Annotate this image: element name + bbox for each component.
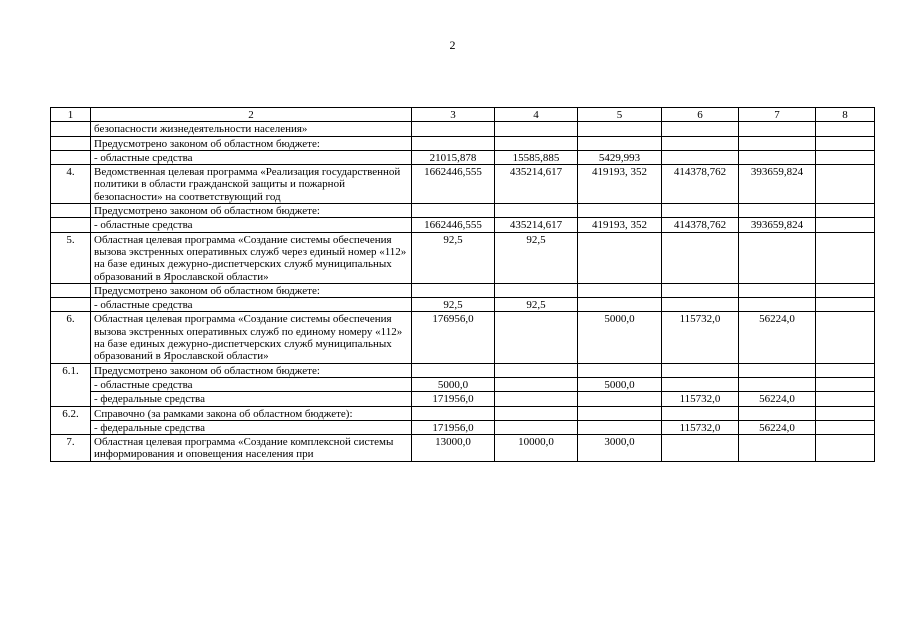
cell-value (739, 283, 816, 297)
cell-value (578, 406, 662, 420)
cell-value (495, 283, 578, 297)
budget-table (50, 107, 875, 462)
cell-value (739, 136, 816, 150)
table-row (51, 298, 875, 312)
cell-value (816, 150, 875, 164)
row-number (51, 122, 91, 136)
cell-value: 3000,0 (578, 435, 662, 462)
cell-value (816, 283, 875, 297)
cell-value (662, 283, 739, 297)
cell-value (495, 204, 578, 218)
cell-value (662, 377, 739, 391)
cell-value: 1662446,555 (412, 165, 495, 204)
table-row (51, 283, 875, 297)
cell-value (578, 298, 662, 312)
cell-value: 115732,0 (662, 392, 739, 406)
row-description: Предусмотрено законом об областном бюджете: (91, 136, 412, 150)
cell-value (662, 406, 739, 420)
table-row (51, 377, 875, 391)
row-description: Областная целевая программа «Создание системы обеспечения вызова экстренных оперативных служб по единому номеру «112» на базе единых дежурно-диспетчерских служб муниципальных образований в Ярославской области» (91, 312, 412, 363)
cell-value (816, 204, 875, 218)
row-number (51, 420, 91, 434)
cell-value (578, 363, 662, 377)
cell-value (495, 136, 578, 150)
cell-value (412, 204, 495, 218)
cell-value (578, 232, 662, 283)
cell-value (739, 435, 816, 462)
cell-value: 5000,0 (578, 377, 662, 391)
column-header: 3 (412, 108, 495, 122)
row-description: Областная целевая программа «Создание системы обеспечения вызова экстренных оперативных служб через единый номер «112» на базе единых дежурно-диспетчерских служб муниципальных образований в Ярославской области» (91, 232, 412, 283)
cell-value (739, 406, 816, 420)
cell-value (495, 122, 578, 136)
row-description: - областные средства (91, 218, 412, 232)
cell-value: 92,5 (495, 232, 578, 283)
column-header: 6 (662, 108, 739, 122)
row-number (51, 150, 91, 164)
cell-value: 92,5 (412, 298, 495, 312)
row-number: 7. (51, 435, 91, 462)
cell-value: 419193, 352 (578, 165, 662, 204)
column-header: 7 (739, 108, 816, 122)
table-row (51, 406, 875, 420)
table-row (51, 420, 875, 434)
table-row (51, 218, 875, 232)
row-description: Предусмотрено законом об областном бюджете: (91, 204, 412, 218)
cell-value: 92,5 (495, 298, 578, 312)
table-row (51, 122, 875, 136)
cell-value (739, 204, 816, 218)
cell-value (578, 420, 662, 434)
cell-value (739, 150, 816, 164)
cell-value (412, 363, 495, 377)
cell-value: 393659,824 (739, 218, 816, 232)
row-description: Справочно (за рамками закона об областном бюджете): (91, 406, 412, 420)
cell-value (662, 298, 739, 312)
table-header-row (51, 108, 875, 122)
table-row (51, 136, 875, 150)
cell-value (495, 377, 578, 391)
cell-value: 1662446,555 (412, 218, 495, 232)
cell-value (578, 392, 662, 406)
cell-value (412, 283, 495, 297)
column-header: 5 (578, 108, 662, 122)
cell-value (816, 377, 875, 391)
cell-value (578, 136, 662, 150)
row-number: 6.1. (51, 363, 91, 377)
cell-value (816, 363, 875, 377)
cell-value (578, 204, 662, 218)
cell-value (662, 122, 739, 136)
row-number (51, 218, 91, 232)
cell-value (816, 165, 875, 204)
cell-value (662, 435, 739, 462)
cell-value (412, 136, 495, 150)
row-description: - областные средства (91, 298, 412, 312)
cell-value (816, 122, 875, 136)
cell-value (495, 420, 578, 434)
cell-value: 21015,878 (412, 150, 495, 164)
table-row (51, 435, 875, 462)
cell-value: 56224,0 (739, 312, 816, 363)
cell-value (495, 406, 578, 420)
cell-value: 5000,0 (412, 377, 495, 391)
cell-value (816, 392, 875, 406)
cell-value (816, 312, 875, 363)
cell-value: 5000,0 (578, 312, 662, 363)
row-description: безопасности жизнедеятельности населения» (91, 122, 412, 136)
cell-value (816, 218, 875, 232)
cell-value: 115732,0 (662, 420, 739, 434)
cell-value: 10000,0 (495, 435, 578, 462)
row-number: 6.2. (51, 406, 91, 420)
cell-value: 56224,0 (739, 420, 816, 434)
cell-value: 92,5 (412, 232, 495, 283)
cell-value: 435214,617 (495, 165, 578, 204)
cell-value (495, 392, 578, 406)
row-description: Предусмотрено законом об областном бюджете: (91, 363, 412, 377)
cell-value (662, 363, 739, 377)
cell-value (578, 283, 662, 297)
cell-value: 5429,993 (578, 150, 662, 164)
table-row (51, 165, 875, 204)
cell-value: 115732,0 (662, 312, 739, 363)
row-number (51, 204, 91, 218)
cell-value (662, 232, 739, 283)
cell-value (816, 298, 875, 312)
cell-value (495, 312, 578, 363)
cell-value (578, 122, 662, 136)
row-number: 6. (51, 312, 91, 363)
cell-value (495, 363, 578, 377)
row-description: - федеральные средства (91, 420, 412, 434)
table-row (51, 363, 875, 377)
table-row (51, 150, 875, 164)
cell-value (412, 122, 495, 136)
row-description: - областные средства (91, 150, 412, 164)
row-description: Областная целевая программа «Создание комплексной системы информирования и оповещения населения при (91, 435, 412, 462)
row-number (51, 392, 91, 406)
column-header: 4 (495, 108, 578, 122)
row-description: - областные средства (91, 377, 412, 391)
row-number (51, 377, 91, 391)
cell-value (739, 122, 816, 136)
row-number: 5. (51, 232, 91, 283)
column-header: 2 (91, 108, 412, 122)
table-row (51, 392, 875, 406)
row-number (51, 136, 91, 150)
cell-value (816, 232, 875, 283)
row-number (51, 298, 91, 312)
row-number: 4. (51, 165, 91, 204)
cell-value: 414378,762 (662, 165, 739, 204)
cell-value (816, 420, 875, 434)
cell-value (662, 150, 739, 164)
cell-value (739, 232, 816, 283)
cell-value (412, 406, 495, 420)
table-row (51, 204, 875, 218)
column-header: 8 (816, 108, 875, 122)
table-row (51, 232, 875, 283)
cell-value: 171956,0 (412, 420, 495, 434)
cell-value: 176956,0 (412, 312, 495, 363)
cell-value (739, 377, 816, 391)
row-description: Предусмотрено законом об областном бюджете: (91, 283, 412, 297)
table-row (51, 312, 875, 363)
page-number: 2 (449, 38, 456, 52)
cell-value (816, 406, 875, 420)
cell-value (739, 298, 816, 312)
row-description: - федеральные средства (91, 392, 412, 406)
cell-value (816, 435, 875, 462)
cell-value: 414378,762 (662, 218, 739, 232)
cell-value: 393659,824 (739, 165, 816, 204)
cell-value: 171956,0 (412, 392, 495, 406)
column-header: 1 (51, 108, 91, 122)
cell-value (662, 204, 739, 218)
cell-value (739, 363, 816, 377)
cell-value (662, 136, 739, 150)
cell-value: 15585,885 (495, 150, 578, 164)
cell-value (816, 136, 875, 150)
cell-value: 419193, 352 (578, 218, 662, 232)
row-number (51, 283, 91, 297)
cell-value: 56224,0 (739, 392, 816, 406)
cell-value: 435214,617 (495, 218, 578, 232)
row-description: Ведомственная целевая программа «Реализация государственной политики в области гражданской защиты и пожарной безопасности» на соответствующий год (91, 165, 412, 204)
cell-value: 13000,0 (412, 435, 495, 462)
